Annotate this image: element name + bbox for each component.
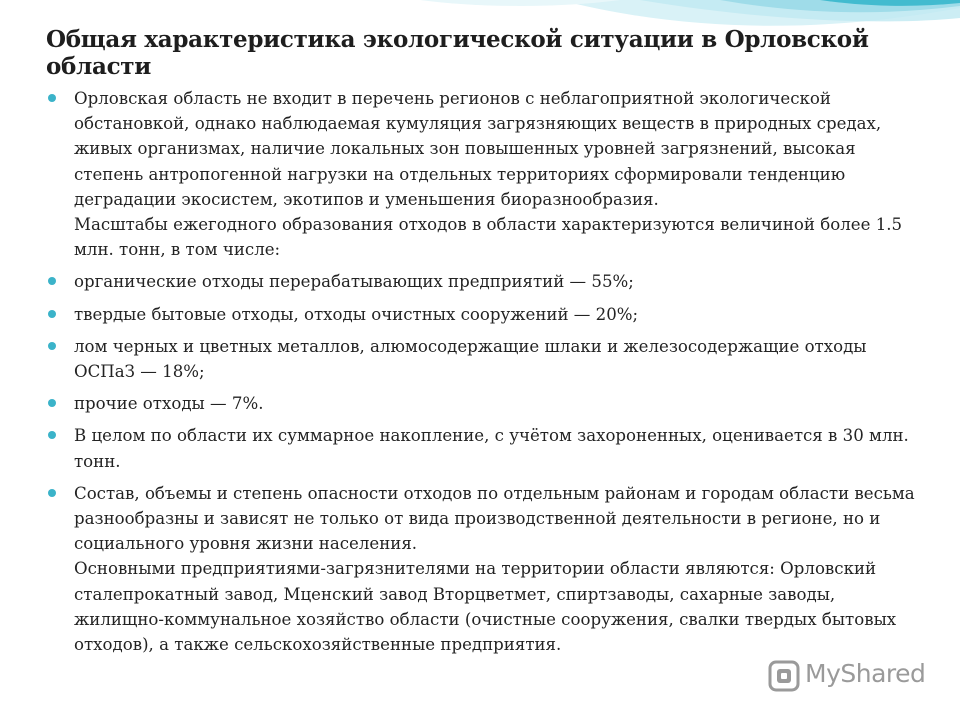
myshared-logo-icon [767,659,801,693]
list-item [48,269,928,294]
bullet-list [48,86,928,664]
bullet-icon [48,431,56,439]
list-item [48,391,928,416]
bullet-icon [48,399,56,407]
watermark [767,655,937,695]
item-text: органические отходы перерабатывающих предприятий — 55%; [74,272,634,292]
item-text: Состав, объемы и степень опасности отходов по отдельным районам и городам области весьма разнообразны и зависят не только от вида производственной деятельности в регионе, но и социального уровня жизни населения. [74,483,915,554]
watermark-text: MyShared [805,659,926,688]
item-text: прочие отходы — 7%. [74,394,264,414]
list-item [48,86,928,262]
list-item [48,334,928,384]
bullet-icon [48,489,56,497]
item-text: В целом по области их суммарное накопление, с учётом захороненных, оценивается в 30 млн. тонн. [74,426,909,471]
bullet-icon [48,277,56,285]
item-text: твердые бытовые отходы, отходы очистных сооружений — 20%; [74,304,639,324]
item-text: Основными предприятиями-загрязнителями на территории области являются: Орловский сталепрокатный завод, Мценский завод Вторцветмет, спиртзаводы, сахарные заводы, жилищно-коммунальное хозяйство области (очистные сооружения, свалки твердых бытовых отходов), а также сельскохозяйственные предприятия. [74,559,897,655]
list-item [48,423,928,473]
slide-title: Общая характеристика экологической ситуации в Орловской области [46,26,869,80]
bullet-icon [48,342,56,350]
item-text: Масштабы ежегодного образования отходов в области характеризуются величиной более 1.5 млн. тонн, в том числе: [74,215,903,260]
bullet-icon [48,310,56,318]
list-item [48,302,928,327]
item-text: Орловская область не входит в перечень регионов с неблагоприятной экологической обстановкой, однако наблюдаемая кумуляция загрязняющих веществ в природных средах, живых организмах, наличие локальных зон повышенных уровней загрязнений, высокая степень антропогенной нагрузки на отдельных территориях сформировали тенденцию деградации экосистем, экотипов и уменьшения биоразнообразия. [74,89,882,209]
item-text: лом черных и цветных металлов, алюмосодержащие шлаки и железосодержащие отходы ОСПаЗ — 18%; [74,336,867,382]
bullet-icon [48,94,56,102]
list-item [48,481,928,657]
